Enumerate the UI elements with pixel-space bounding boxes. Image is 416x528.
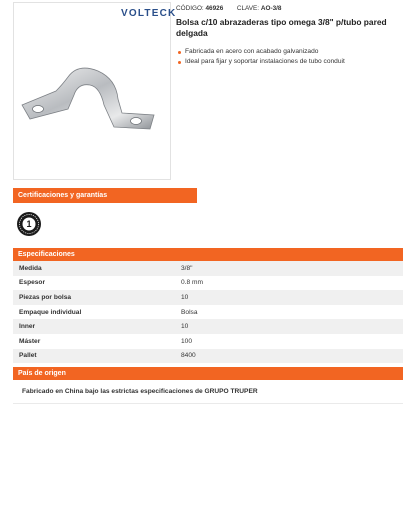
codigo-value: 46926 <box>205 5 224 12</box>
table-row <box>13 305 403 320</box>
product-title: Bolsa c/10 abrazaderas tipo omega 3/8" p/tubo pared delgada <box>176 17 387 38</box>
spec-label: Pallet <box>13 349 175 364</box>
spec-value: 0.8 mm <box>175 276 403 291</box>
table-row <box>13 290 403 305</box>
spec-value: 8400 <box>175 349 403 364</box>
feature-list <box>176 47 412 67</box>
bullet-icon <box>178 61 181 64</box>
feature-item <box>176 47 412 57</box>
spec-value: 100 <box>175 334 403 349</box>
spec-label: Máster <box>13 334 175 349</box>
feature-text: Ideal para fijar y soportar instalaciones de tubo conduit <box>185 58 345 65</box>
omega-clamp-image <box>18 65 168 145</box>
codigo-label: CÓDIGO: <box>176 5 204 12</box>
spec-value: 10 <box>175 319 403 334</box>
certifications-header: Certificaciones y garantías <box>13 188 197 203</box>
brand-logo: VOLTECK <box>121 8 177 19</box>
spec-label: Inner <box>13 319 175 334</box>
specifications-header: Especificaciones <box>13 248 403 261</box>
spec-value: Bolsa <box>175 305 403 320</box>
spec-value: 3/8" <box>175 261 403 276</box>
origin-header: País de origen <box>13 367 403 380</box>
warranty-badge-icon <box>16 211 42 237</box>
specifications-table <box>13 261 403 363</box>
bullet-icon <box>178 51 181 54</box>
table-row <box>13 334 403 349</box>
spec-label: Espesor <box>13 276 175 291</box>
table-row <box>13 319 403 334</box>
clave-value: AO-3/8 <box>260 5 282 12</box>
clave-label: CLAVE: <box>236 5 260 12</box>
table-row <box>13 261 403 276</box>
spec-label: Empaque individual <box>13 305 175 320</box>
table-row <box>13 276 403 291</box>
origin-text: Fabricado en China bajo las estrictas especificaciones de GRUPO TRUPER <box>22 388 258 395</box>
product-image <box>13 2 171 180</box>
table-row <box>13 349 403 364</box>
divider <box>13 403 403 404</box>
product-codes <box>176 5 281 12</box>
spec-label: Medida <box>13 261 175 276</box>
feature-item <box>176 57 412 67</box>
spec-value: 10 <box>175 290 403 305</box>
warranty-badge-number: 1 <box>26 219 32 230</box>
feature-text: Fabricada en acero con acabado galvanizado <box>185 48 319 55</box>
spec-label: Piezas por bolsa <box>13 290 175 305</box>
